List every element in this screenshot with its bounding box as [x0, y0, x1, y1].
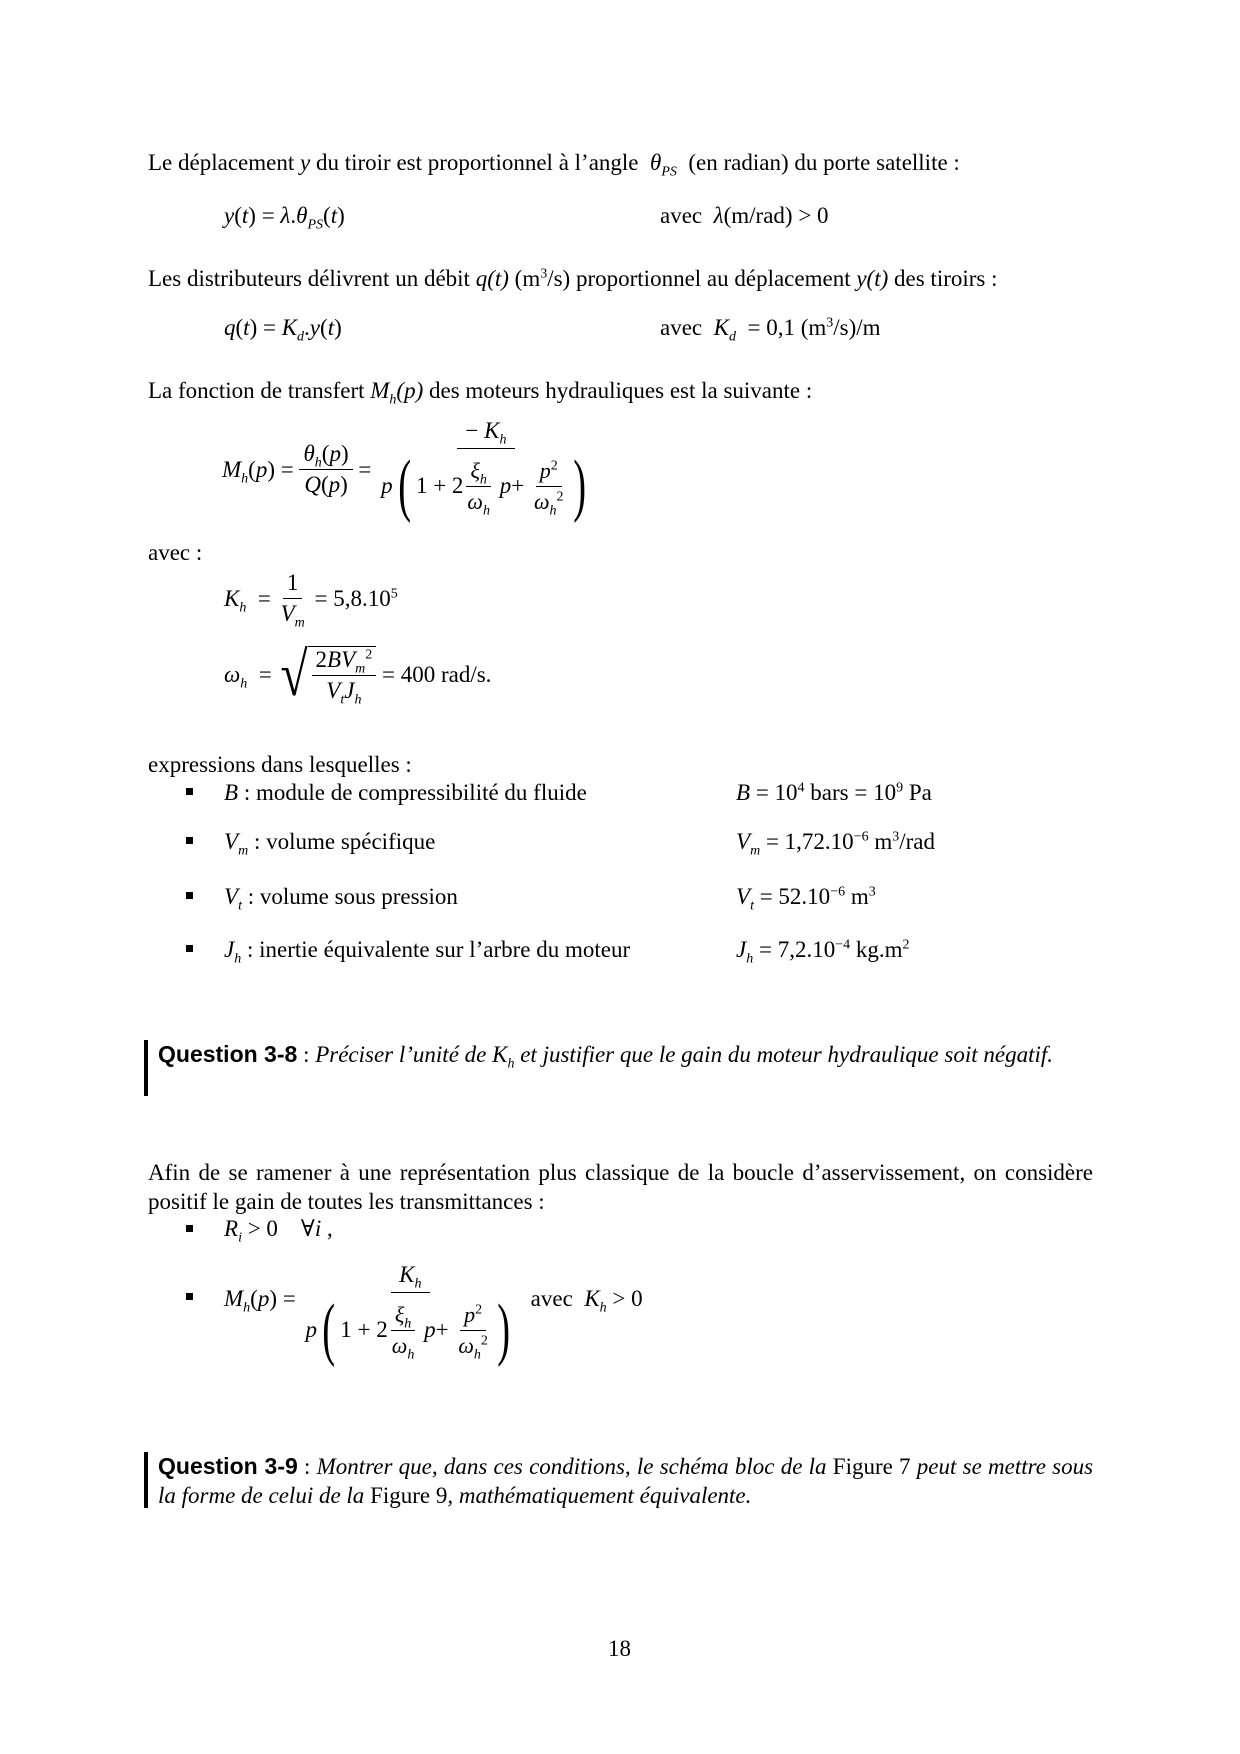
bullet-marker: [186, 837, 193, 844]
equation-y-condition: avec λ(m/rad) > 0: [660, 203, 829, 228]
bullet-marker: [186, 892, 193, 899]
equation-omega-h: $\omega_h$ = √ $\frac{2BV_m^2}{V_tJ_h}$ = 400 rad/s.: [224, 641, 492, 709]
bullet-marker: [186, 1225, 193, 1232]
paragraph-afin: Afin de se ramener à une représentation plus classique de la boucle d’asservissement, on considère positif le gain de toutes les transmittances :: [148, 1160, 1093, 1214]
question-3-9-text-b: peut se mettre sous la forme de celui de la: [158, 1454, 1094, 1508]
definition-vt: $V_t$ : volume sous pression: [224, 884, 458, 914]
definition-vm: $V_m$ : volume spécifique: [224, 829, 436, 859]
question-marker-bar: [144, 1040, 148, 1096]
equation-y: $y(t) = \lambda.\theta_{PS}(t)$: [224, 203, 345, 233]
question-3-9-text-c: , mathématiquement équivalente.: [447, 1483, 752, 1508]
equation-mh-positive: $M_h(p)$ = $K_h$ p ( 1 + 2 $\frac{\xi_h}{\omega_h}$ p + $\frac{p^2}{\omega_h^2}$ ) avec $K_h > 0$: [224, 1262, 643, 1368]
question-3-9-label: Question 3-9: [158, 1453, 298, 1479]
equation-kh: $K_h$ = $\frac{1}{V_m}$ = $5,8.10^5$: [224, 570, 398, 631]
bullet-ri: $R_i > 0$ ∀i ,: [224, 1216, 333, 1246]
definition-b: B : module de compressibilité du fluide: [224, 780, 587, 805]
avec-label: avec :: [148, 540, 203, 565]
bullet-marker: [186, 788, 193, 795]
equation-q: $q(t) = K_d.y(t)$: [224, 315, 342, 345]
question-3-8-label: Question 3-8: [158, 1041, 298, 1067]
value-b: $B = 10^4$ bars = $10^9$ Pa: [736, 780, 932, 805]
question-3-9: Question 3-9 : Montrer que, dans ces conditions, le schéma bloc de la Figure 7 peut se mettre sous la forme de celui de la Figure 9, mathématiquement équivalente.: [158, 1453, 1094, 1508]
figure-9-ref[interactable]: Figure 9: [370, 1483, 448, 1508]
equation-mh: $M_h(p)$ = $\frac{\theta_h(p)}{Q(p)}$ = − $K_h$ p ( 1 + 2 $\frac{\xi_h}{\omega_h}$ p + $\frac{p^2}{\omega_h^2}$ ): [222, 418, 586, 524]
expressions-intro: expressions dans lesquelles :: [148, 752, 412, 777]
paragraph-flow: Les distributeurs délivrent un débit q(t) $(m^3/s)$ proportionnel au déplacement y(t) des tiroirs :: [148, 266, 998, 291]
omega-h-value: = 400 rad/s.: [382, 662, 492, 687]
kh-value: = 5,8.10: [314, 585, 391, 611]
paragraph-transfer-function: La fonction de transfert $M_h(p)$ des moteurs hydrauliques est la suivante :: [148, 378, 813, 408]
equation-q-condition: avec $K_d = 0,1$ $(m^3/s)/m$: [660, 315, 881, 345]
question-marker-bar: [144, 1452, 148, 1508]
question-3-8: Question 3-8 : Préciser l’unité de $K_h$ et justifier que le gain du moteur hydraulique soit négatif.: [158, 1041, 1053, 1072]
value-jh: $J_h = 7,2.10^{-4}$ $kg.m^2$: [736, 937, 910, 967]
question-3-9-text-a: Montrer que, dans ces conditions, le schéma bloc de la: [316, 1454, 827, 1479]
value-vm: $V_m = 1,72.10^{-6}$ $m^3$/rad: [736, 829, 935, 859]
page-number: 18: [608, 1636, 631, 1661]
kh-exponent: 5: [390, 585, 398, 601]
bullet-marker: [186, 945, 193, 952]
paragraph-displacement: Le déplacement y du tiroir est proportionnel à l’angle $\theta_{PS}$ (en radian) du porte satellite :: [148, 150, 960, 180]
figure-7-ref[interactable]: Figure 7: [832, 1454, 911, 1479]
bullet-marker: [186, 1293, 193, 1300]
definition-jh: $J_h$ : inertie équivalente sur l’arbre du moteur: [224, 937, 631, 967]
value-vt: $V_t = 52.10^{-6}$ $m^3$: [736, 884, 876, 914]
